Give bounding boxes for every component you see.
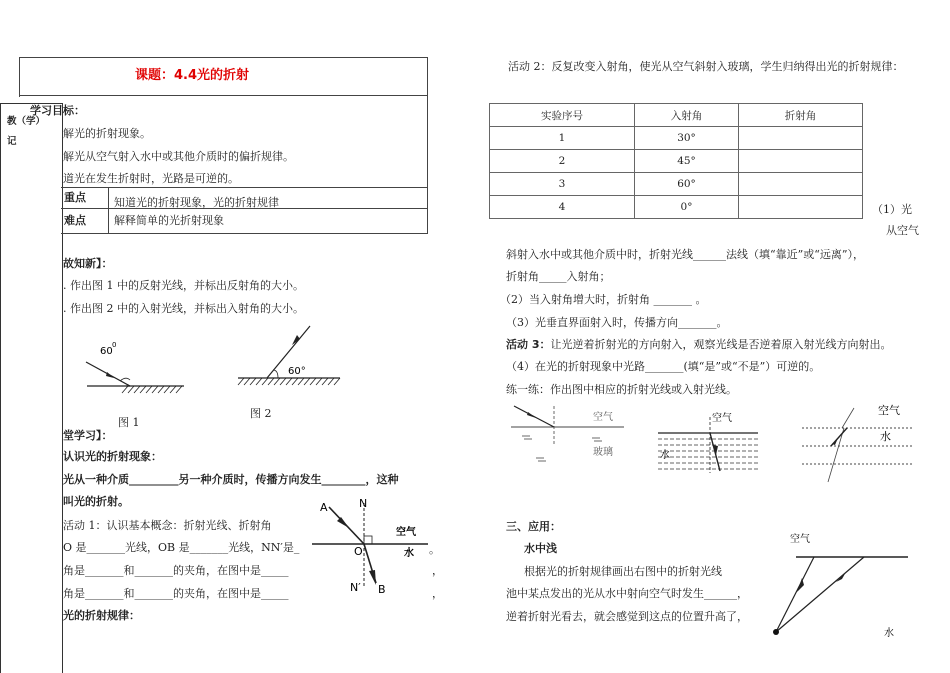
frame-left bbox=[19, 57, 20, 97]
section2-heading: 光的折射规律： bbox=[63, 609, 140, 622]
table-cell: 4 bbox=[490, 196, 635, 219]
diag-label-o: O bbox=[354, 545, 363, 558]
goals-heading: 学习目标： bbox=[30, 104, 85, 117]
figure-2-diagram bbox=[236, 320, 346, 390]
p2-air: 空气 bbox=[712, 413, 732, 424]
table-cell: 2 bbox=[490, 150, 635, 173]
application-2: 池中某点发出的光从水中射向空气时发生______， bbox=[506, 587, 748, 600]
class-heading: 堂学习】： bbox=[63, 429, 113, 442]
application-diagram bbox=[772, 530, 917, 650]
diag-label-nprime: N′ bbox=[350, 581, 361, 594]
table-cell: 1 bbox=[490, 127, 635, 150]
rule-3: （3）光垂直界面射入时，传播方向_______。 bbox=[506, 316, 728, 329]
activity-1: 活动 1：认识基本概念：折射光线、折射角 bbox=[63, 519, 272, 532]
practice-diagram-2 bbox=[658, 405, 768, 480]
diag-label-water: 水 bbox=[404, 548, 414, 559]
diag-label-a: A bbox=[320, 501, 328, 514]
question-3: 角是_______和_______的夹角，在图中是_____ bbox=[63, 587, 289, 600]
table-cell-blank[interactable] bbox=[739, 127, 863, 150]
rule-2: （2）当入射角增大时，折射角 _______ 。 bbox=[500, 293, 707, 306]
rule-4: （4）在光的折射现象中光路_______(填“是”或“不是”）可逆的。 bbox=[506, 360, 821, 373]
section1-text: 光从一种介质_________另一种介质时，传播方向发生________，这种 bbox=[63, 473, 399, 486]
app-water: 水 bbox=[884, 628, 894, 639]
goal-3: 道光在发生折射时，光路是可逆的。 bbox=[63, 172, 239, 185]
table-cell: 3 bbox=[490, 173, 635, 196]
p1-glass: 玻璃 bbox=[593, 447, 613, 458]
diag-label-n: N bbox=[359, 497, 368, 510]
th-seq: 实验序号 bbox=[490, 104, 635, 127]
table-cell: 0° bbox=[635, 196, 739, 219]
application-3: 逆着折射光看去，就会感觉到这点的位置升高了， bbox=[506, 610, 748, 623]
activity-3-text: 让光逆着折射光的方向射入，观察光线是否逆着原入射光线方向射出。 bbox=[550, 338, 892, 351]
question-1: O 是_______光线，OB 是_______光线，NN′是_ bbox=[63, 541, 300, 554]
th-refraction: 折射角 bbox=[739, 104, 863, 127]
review-1: . 作出图 1 中的反射光线，并标出反射角的大小。 bbox=[63, 279, 304, 292]
practice-diagram-3 bbox=[802, 400, 917, 480]
th-incident: 入射角 bbox=[635, 104, 739, 127]
fig1-caption: 图 1 bbox=[118, 416, 140, 429]
p3-air: 空气 bbox=[878, 404, 900, 417]
figure-1-diagram bbox=[80, 330, 190, 400]
key-text: 知道光的折射现象，光的折射规律 bbox=[114, 196, 279, 209]
rule-1c: 斜射入水中或其他介质中时，折射光线______法线（填“靠近”或“远离”）， bbox=[506, 248, 864, 261]
table-cell-blank[interactable] bbox=[739, 196, 863, 219]
activity-3 bbox=[506, 336, 891, 352]
application-sub: 水中浅 bbox=[524, 542, 557, 555]
practice-heading: 练一练：作出图中相应的折射光线或入射光线。 bbox=[506, 383, 737, 396]
diag-label-b: B bbox=[378, 583, 386, 596]
hard-text: 解释简单的光折射现象 bbox=[114, 214, 224, 227]
p2-water: 水 bbox=[660, 450, 670, 461]
rule-1a: （1）光 bbox=[872, 203, 912, 216]
app-air: 空气 bbox=[790, 534, 810, 545]
table-cell-blank[interactable] bbox=[739, 173, 863, 196]
fig2-angle: 60° bbox=[288, 366, 306, 377]
activity-2: 活动 2：反复改变入射角，使光从空气斜射入玻璃，学生归纳得出光的折射规律： bbox=[508, 60, 904, 73]
comma-mark-1: ， bbox=[432, 564, 443, 577]
application-1: 根据光的折射规律画出右图中的折射光线 bbox=[524, 565, 722, 578]
experiment-table bbox=[489, 103, 863, 219]
fig1-angle: 60 bbox=[100, 346, 113, 357]
table-cell: 30° bbox=[635, 127, 739, 150]
title-divider bbox=[19, 95, 428, 96]
table-cell: 45° bbox=[635, 150, 739, 173]
activity-3-label: 活动 3： bbox=[506, 338, 551, 351]
frame-top bbox=[19, 57, 428, 58]
p3-water: 水 bbox=[880, 430, 891, 443]
review-heading: 故知新】： bbox=[63, 257, 113, 270]
p1-air: 空气 bbox=[593, 412, 613, 423]
review-2: . 作出图 2 中的入射光线，并标出入射角的大小。 bbox=[63, 302, 304, 315]
comma-mark-2: ， bbox=[432, 587, 443, 600]
question-2: 角是_______和_______的夹角，在图中是_____ bbox=[63, 564, 289, 577]
section1-text2: 叫光的折射。 bbox=[63, 495, 129, 508]
goal-1: 解光的折射现象。 bbox=[63, 127, 151, 140]
side-label-2: 记 bbox=[7, 136, 17, 147]
side-notes-column bbox=[0, 103, 63, 673]
fig1-angle-sup: 0 bbox=[112, 341, 117, 349]
practice-diagram-1 bbox=[508, 400, 633, 475]
goal-2: 解光从空气射入水中或其他介质时的偏折规律。 bbox=[63, 150, 294, 163]
rule-1d: 折射角_____入射角； bbox=[506, 270, 611, 283]
dot-mark: 。 bbox=[429, 543, 440, 556]
rule-1b: 从空气 bbox=[886, 224, 919, 237]
table-cell: 60° bbox=[635, 173, 739, 196]
hard-label: 难点 bbox=[64, 214, 86, 227]
page-title: 课题：4.4光的折射 bbox=[135, 68, 250, 83]
table-cell-blank[interactable] bbox=[739, 150, 863, 173]
side-label-1: 教（学） bbox=[7, 116, 46, 127]
diag-label-air: 空气 bbox=[396, 527, 416, 538]
key-label: 重点 bbox=[64, 191, 86, 204]
application-heading: 三、应用： bbox=[506, 520, 561, 533]
refraction-diagram bbox=[312, 495, 432, 595]
section1-heading: 认识光的折射现象： bbox=[63, 450, 162, 463]
fig2-caption: 图 2 bbox=[250, 407, 272, 420]
